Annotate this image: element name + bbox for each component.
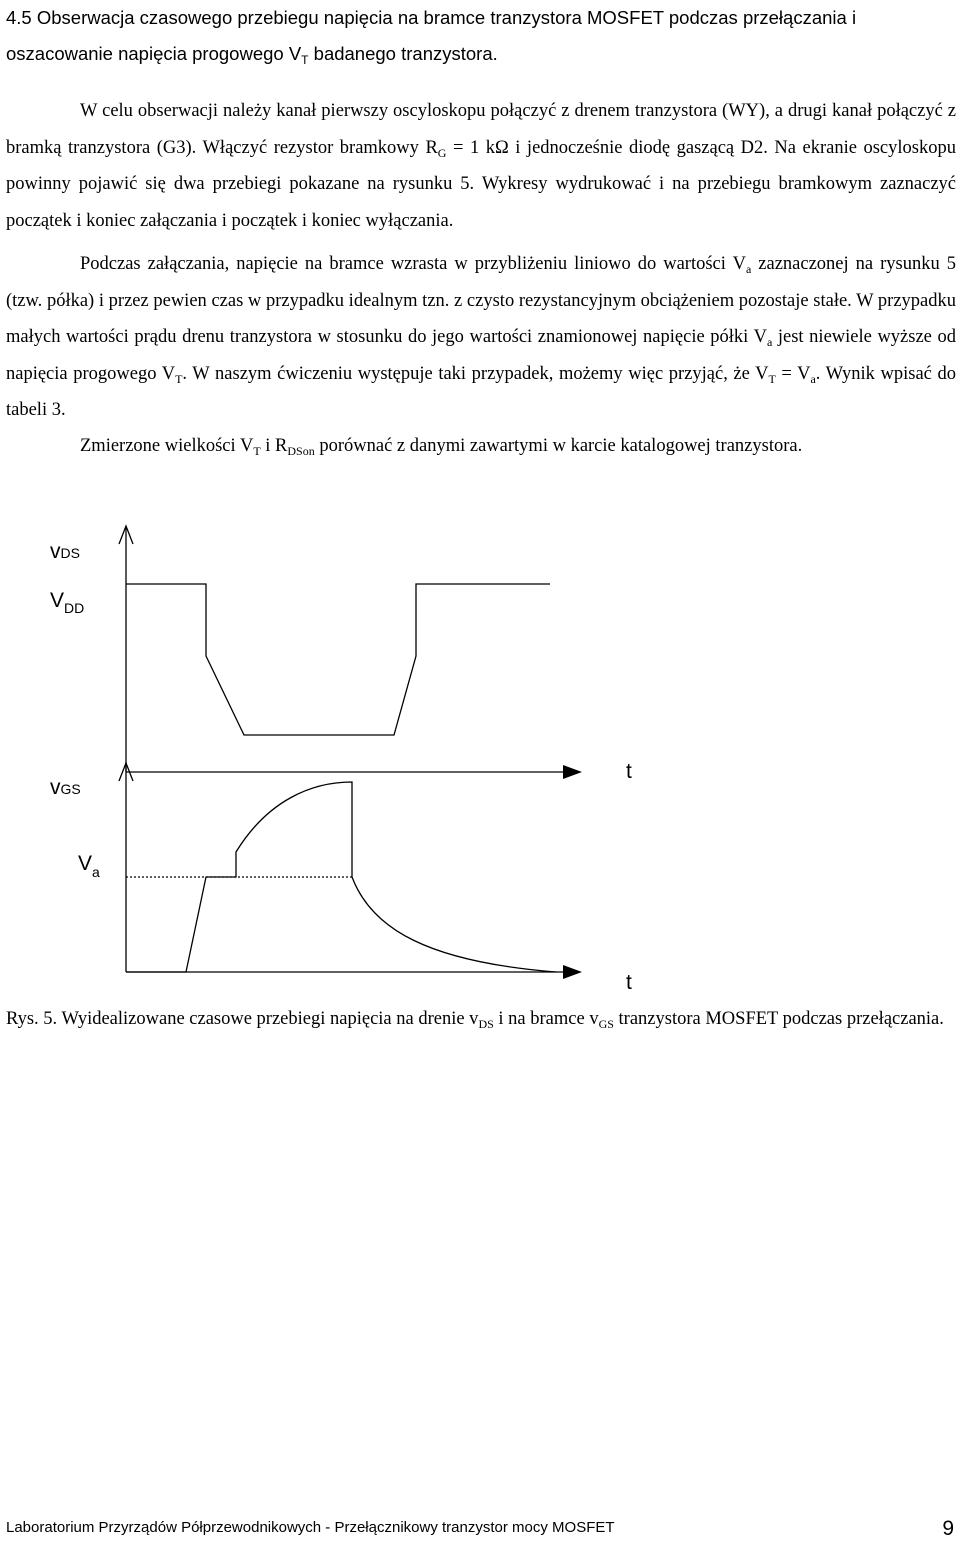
p2-text-6: . Wynik wpisać do tabeli 3. xyxy=(6,363,956,420)
heading-sub: T xyxy=(301,53,309,67)
p2-text-3: jest niewiele wyższe od napięcia progowego V xyxy=(6,327,957,384)
heading-line-2 xyxy=(6,36,956,72)
figure-caption xyxy=(6,1001,956,1038)
vgs-label: vGS xyxy=(50,776,81,799)
vds-label: vDS xyxy=(50,540,80,563)
caption-sub-1: DS xyxy=(478,1017,494,1031)
caption-text-1: Rys. 5. Wyidealizowane czasowe przebiegi napięcia na drenie v xyxy=(6,1009,479,1029)
paragraph-threshold xyxy=(6,246,956,429)
p3-text-1: Zmierzone wielkości V xyxy=(80,436,254,456)
p3-text-3: porównać z danymi zawartymi w karcie katalogowej tranzystora. xyxy=(314,436,803,456)
t-label-lower: t xyxy=(626,971,632,994)
vdd-label: $V_{DD}$ xyxy=(50,589,85,616)
t-label-upper: t xyxy=(626,760,632,783)
paragraph-observation xyxy=(6,93,956,239)
p2-text-1: Podczas załączania, napięcie na bramce wzrasta w przybliżeniu liniowo do wartości V xyxy=(80,254,746,274)
va-label: $V_a$ xyxy=(78,852,100,880)
p1-text-2: = 1 kΩ i jednocześnie diodę gaszącą D2. Na ekranie oscyloskopu powinny pojawić się dwa przebiegi pokazane na rysunku 5. Wykresy wydrukować i na przebiegu bramkowym zaznaczyć początek i koniec załączania i początek i koniec wyłączania. xyxy=(6,137,956,231)
paragraph-compare xyxy=(6,428,956,465)
p2-text-4: . W naszym ćwiczeniu występuje taki przypadek, możemy więc przyjąć, że V xyxy=(182,363,769,384)
p2-text-2: zaznaczonej na rysunku 5 (tzw. półka) i przez pewien czas w przypadku idealnym tzn. z czysto rezystancyjnym obciążeniem pozostaje stałe. W przypadku małych wartości prądu drenu tranzystora w stosunku do jego wartości znamionowej napięcie półki V xyxy=(6,254,956,347)
p1-text-1: W celu obserwacji należy kanał pierwszy oscyloskopu połączyć z drenem tranzystora (WY), a drugi kanał połączyć z bramką tranzystora (G3). Włączyć rezystor bramkowy R xyxy=(6,101,956,158)
p2-sub-4: T xyxy=(768,371,776,386)
heading-line-1 xyxy=(6,0,956,36)
vds-axis-x-arrow xyxy=(563,765,582,779)
p2-sub-1: a xyxy=(745,262,752,276)
p1-sub-1: G xyxy=(437,145,447,160)
heading-text-2: oszacowanie napięcia progowego V xyxy=(6,43,302,64)
caption-text-2: i na bramce v xyxy=(493,1009,599,1029)
p2-sub-5: a xyxy=(810,371,816,386)
vds-waveform xyxy=(126,584,550,735)
p3-text-2: i R xyxy=(260,436,288,456)
page-number: 9 xyxy=(942,1517,954,1540)
p3-sub-2: DSon xyxy=(287,444,315,458)
section-heading xyxy=(6,0,956,72)
heading-text-3: badanego tranzystora. xyxy=(308,43,498,64)
p2-sub-3: T xyxy=(175,371,183,386)
p3-sub-1: T xyxy=(253,444,261,458)
waveform-diagram xyxy=(0,500,960,1000)
section-number: 4.5 xyxy=(6,7,32,28)
caption-text-3: tranzystora MOSFET podczas przełączania. xyxy=(613,1009,944,1029)
vgs-axis-x-arrow xyxy=(563,965,582,979)
p2-sub-2: a xyxy=(766,335,773,349)
page-footer: Laboratorium Przyrządów Półprzewodnikowych - Przełącznikowy tranzystor mocy MOSFET xyxy=(6,1519,615,1536)
caption-sub-2: GS xyxy=(598,1017,614,1031)
heading-text-1: Obserwacja czasowego przebiegu napięcia na bramce tranzystora MOSFET podczas przełączania i xyxy=(36,7,857,28)
p2-text-5: = V xyxy=(775,363,811,384)
